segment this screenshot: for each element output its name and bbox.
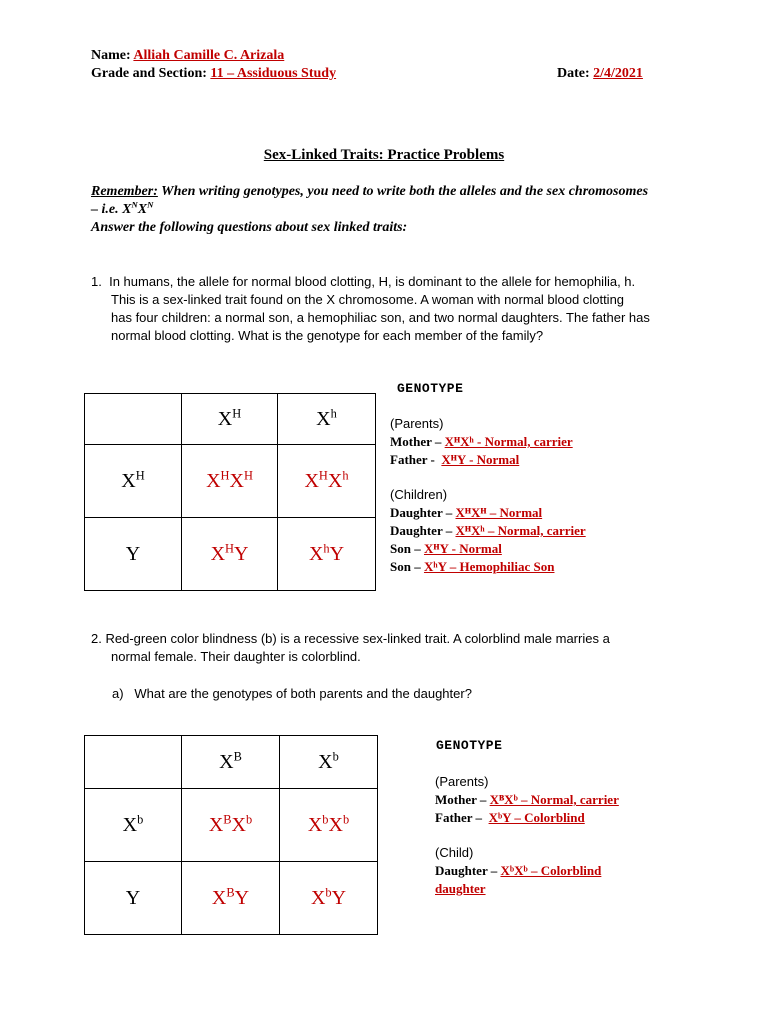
q1-father-value: XᴴY - Normal <box>441 452 520 467</box>
q2-part-a-label: a) <box>112 686 124 701</box>
q1-genotype-title: GENOTYPE <box>397 381 464 396</box>
corner-cell <box>85 394 182 445</box>
punnett-square-1 <box>84 393 376 591</box>
q2-child-label: (Child) <box>435 845 474 860</box>
date-label: Date: <box>557 66 590 81</box>
remember-sup2: N <box>147 199 154 210</box>
header-col-2: $X^h$ <box>278 394 376 445</box>
q2-father-value: XᵇY – Colorblind <box>488 810 585 825</box>
q2-genotype-list <box>435 773 619 898</box>
q1-son1-value: XᴴY - Normal <box>423 541 502 556</box>
cell-2-2: $X^bY$ <box>280 862 378 935</box>
q1-daughter2-value: XᴴXʰ – Normal, carrier <box>455 523 586 538</box>
q2-genotype-title: GENOTYPE <box>436 738 503 753</box>
page-title: Sex-Linked Traits: Practice Problems <box>263 147 505 163</box>
remember-sup1: N <box>131 199 138 210</box>
q1-line4: normal blood clotting. What is the genotype for each member of the family? <box>111 328 544 343</box>
cell-1-2: $X^HX^h$ <box>278 445 376 518</box>
cell-2-1: $X^BY$ <box>182 862 280 935</box>
q2-father-label: Father – <box>435 810 483 825</box>
remember-text: When writing genotypes, you need to write both the alleles and the sex chromosomes – i.e. X <box>91 184 649 217</box>
question-1 <box>91 273 691 345</box>
remember-mid: X <box>137 202 148 217</box>
q1-line1: In humans, the allele for normal blood clotting, H, is dominant to the allele for hemophilia, h. <box>109 274 636 289</box>
q1-daughter1-label: Daughter – <box>390 505 453 520</box>
name-line <box>91 48 284 64</box>
q2-parents-label: (Parents) <box>435 774 489 789</box>
cell-2-1: $X^HY$ <box>182 518 278 591</box>
grade-line <box>91 66 336 82</box>
date-value: 2/4/2021 <box>593 66 643 81</box>
q1-father-label: Father - <box>390 452 435 467</box>
q2-line2: normal female. Their daughter is colorblind. <box>111 649 361 664</box>
q1-line2: This is a sex-linked trait found on the X chromosome. A woman with normal blood clotting <box>111 292 625 307</box>
q1-son2-value: XʰY – Hemophiliac Son <box>423 559 555 574</box>
q2-mother-value: XᴮXᵇ – Normal, carrier <box>489 792 619 807</box>
corner-cell <box>85 736 182 789</box>
punnett-square-2 <box>84 735 378 935</box>
name-value: Alliah Camille C. Arizala <box>133 48 285 63</box>
date-line <box>557 66 643 82</box>
q1-son2-label: Son – <box>390 559 421 574</box>
q1-mother-value: XᴴXʰ - Normal, carrier <box>444 434 573 449</box>
header-col-1: $X^H$ <box>182 394 278 445</box>
q2-part-a-text: What are the genotypes of both parents and the daughter? <box>134 686 472 701</box>
answer-instruction: Answer the following questions about sex linked traits: <box>91 220 408 235</box>
remember-note <box>91 183 651 237</box>
header-row-2: Y <box>85 518 182 591</box>
grade-label: Grade and Section: <box>91 66 207 81</box>
q1-children-label: (Children) <box>390 487 448 502</box>
cell-2-2: $X^hY$ <box>278 518 376 591</box>
q1-parents-label: (Parents) <box>390 416 444 431</box>
grade-value: 11 – Assiduous Study <box>210 66 337 81</box>
q1-daughter2-label: Daughter – <box>390 523 453 538</box>
cell-1-1: $X^HX^H$ <box>182 445 278 518</box>
q2-daughter-value-1: XᵇXᵇ – Colorblind <box>500 863 602 878</box>
cell-1-2: $X^bX^b$ <box>280 789 378 862</box>
q1-number: 1. <box>91 274 102 289</box>
header-col-2: $X^b$ <box>280 736 378 789</box>
q2-mother-label: Mother – <box>435 792 487 807</box>
header-col-1: $X^B$ <box>182 736 280 789</box>
q1-genotype-list <box>390 415 586 576</box>
header-row-1: $X^b$ <box>85 789 182 862</box>
cell-1-1: $X^BX^b$ <box>182 789 280 862</box>
q2-daughter-label: Daughter – <box>435 863 498 878</box>
header-row-1: $X^H$ <box>85 445 182 518</box>
q1-line3: has four children: a normal son, a hemophiliac son, and two normal daughters. The father has <box>111 310 650 325</box>
q1-daughter1-value: XᴴXᴴ – Normal <box>455 505 543 520</box>
q2-line1: Red-green color blindness (b) is a recessive sex-linked trait. A colorblind male marries a <box>105 631 610 646</box>
question-2 <box>91 630 691 666</box>
q2-daughter-value-2: daughter <box>435 881 486 896</box>
q2-part-a <box>112 685 472 703</box>
remember-label: Remember: <box>91 184 158 199</box>
q1-mother-label: Mother – <box>390 434 442 449</box>
q2-number: 2. <box>91 631 102 646</box>
header-row-2: Y <box>85 862 182 935</box>
name-label: Name: <box>91 48 131 63</box>
q1-son1-label: Son – <box>390 541 421 556</box>
